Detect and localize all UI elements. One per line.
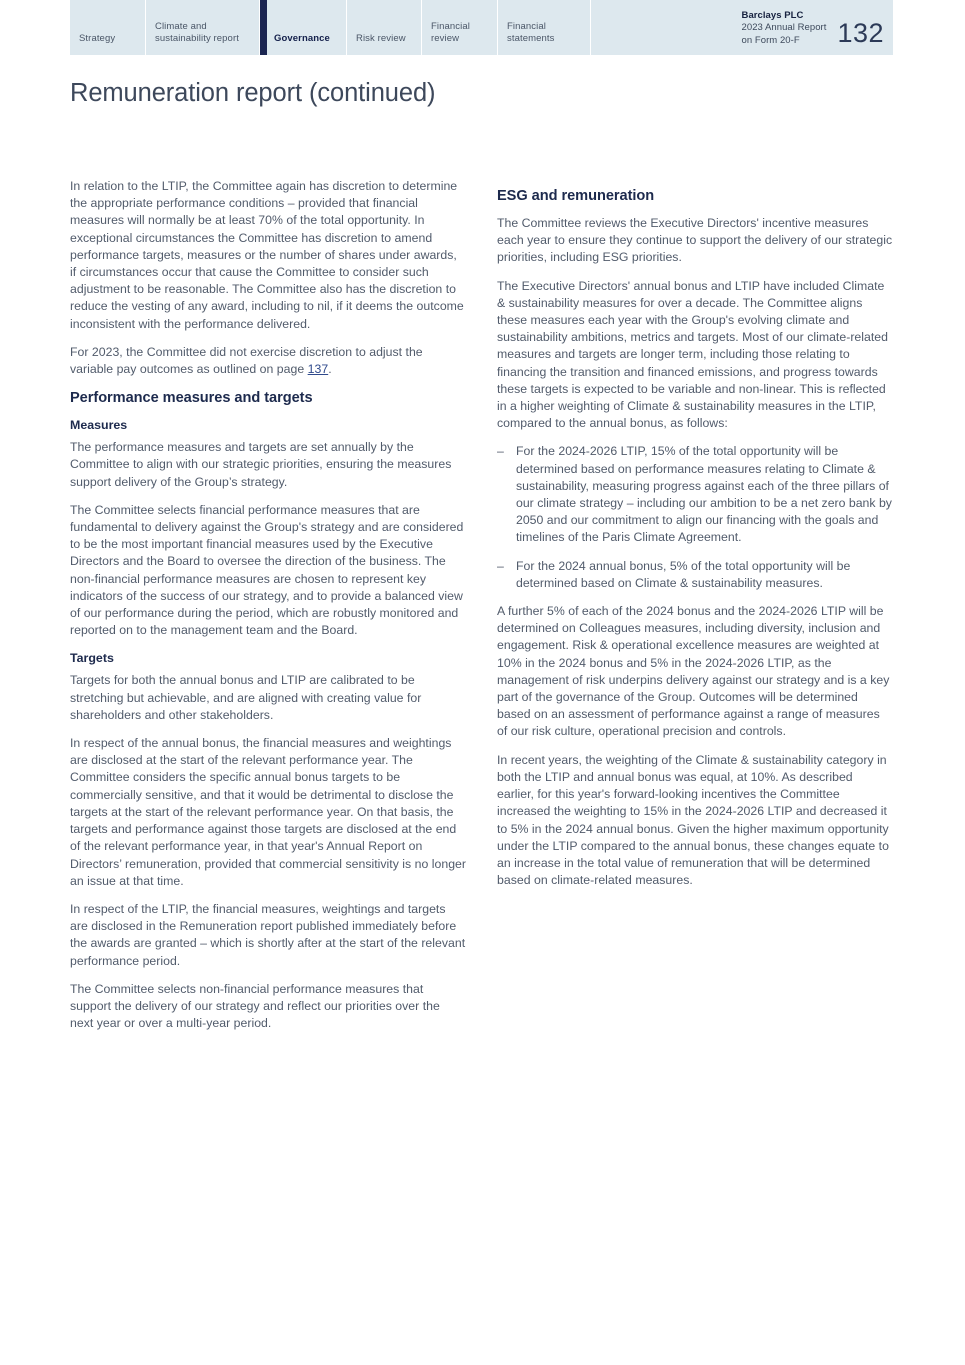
paragraph-targets-calibrated: Targets for both the annual bonus and LTIP are calibrated to be stretching but achievable, and are aligned with creating value for shareholders and other stakeholders. [70, 673, 422, 722]
paragraph-2023-discretion [70, 344, 466, 378]
paragraph-annual-bonus-disclosure: In respect of the annual bonus, the financial measures and weightings are disclosed at the start of the relevant performance year. The Committee considers the specific annual bonus targets to be commercially sensitive, and that it would be detrimental to disclose the targets at the start of the relevant performance year. On that basis, the targets and performance against those targets are disclosed at the end of the relevant performance year, in that year's Annual Report on Directors’ remuneration, provided that commercial sensitivity is no longer an issue at that time. [70, 736, 466, 888]
dash-bullet-icon: – [497, 558, 504, 573]
nav-tab-label: Financial statements [507, 20, 555, 44]
esg-weighting-bullet-list [497, 443, 893, 592]
paragraph-text-after-link: . [328, 362, 332, 377]
nav-tab-label: Risk review [356, 32, 406, 44]
section-heading-performance-measures-and-targets: Performance measures and targets [70, 390, 313, 407]
nav-tab-climate-and-sustainability-report[interactable] [146, 0, 260, 55]
paragraph-financial-performance-measures: The Committee selects financial performance measures that are fundamental to delivery against the Group's strategy and are considered to be the most important financial measures used by the Executive Directors and the Board to oversee the direction of the business. The non-financial performance measures are chosen to represent key indicators of the success of our strategy, and to provide a balanced view of our performance during the period, which are robustly monitored and reported on to the management team and the Board. [70, 502, 464, 638]
paragraph-recent-years-weighting: In recent years, the weighting of the Climate & sustainability category in both the LTIP and annual bonus was equal, at 10%. As described earlier, for this year's forward-looking incentives the Committee increased the weighting to 15% in the 2024-2026 LTIP and decreased it to 5% in the 2024 annual bonus. Given the higher maximum opportunity under the LTIP compared to the annual bonus, these changes equate to an increase in the total value of remuneration that will be determined based on climate-related measures. [497, 752, 889, 888]
page-reference-link-137[interactable]: 137 [307, 362, 329, 377]
paragraph-committee-reviews-incentives: The Committee reviews the Executive Directors' incentive measures each year to ensure they continue to support the delivery of our strategic priorities, including ESG priorities. [497, 216, 893, 265]
nav-tab-label: Governance [274, 32, 330, 44]
left-column [70, 178, 466, 1043]
dash-bullet-icon: – [497, 444, 504, 459]
paragraph-measures-set-annually: The performance measures and targets are set annually by the Committee to align with our strategic priorities, ensuring the measures support delivery of the Group’s strategy. [70, 440, 452, 489]
nav-tab-label: Strategy [79, 32, 116, 44]
paragraph-colleagues-and-risk-measures: A further 5% of each of the 2024 bonus and the 2024-2026 LTIP will be determined on Colleagues measures, including diversity, inclusion and engagement. Risk & operational excellence measures are weighted at 10% in the 2024 bonus and 5% in the 2024-2026 LTIP, as the management of risk underpins delivery against our strategy and is a key part of the governance of the Group. Outcomes will be determined based on an assessment of performance against a range of measures of our risk culture, operational precision and controls. [497, 604, 890, 739]
page-number: 132 [837, 18, 884, 48]
page-header-band [70, 0, 893, 55]
nav-tab-label: Financial review [431, 20, 470, 44]
body-columns [70, 178, 893, 1043]
list-item-text: For the 2024-2026 LTIP, 15% of the total opportunity will be determined based on performance measures relating to Climate & sustainability, measuring progress against each of the three pillars of our climate strategy – including our ambition to be a net zero bank by 2050 and our commitment to align our financing with the goals and timelines of the Paris Climate Agreement. [516, 444, 892, 545]
report-title-line-1: 2023 Annual Report [741, 22, 827, 34]
nav-tab-risk-review[interactable] [347, 0, 422, 55]
subheading-targets: Targets [70, 651, 114, 666]
nav-tab-financial-review[interactable] [422, 0, 498, 55]
subheading-measures: Measures [70, 418, 128, 433]
report-title-line-2: on Form 20-F [741, 34, 800, 46]
page-title: Remuneration report (continued) [70, 79, 436, 108]
paragraph-non-financial-measures: The Committee selects non-financial performance measures that support the delivery of our strategy and reflect our priorities over the next year or over a multi-year period. [70, 981, 440, 1031]
nav-tab-governance[interactable] [260, 0, 347, 55]
report-meta [742, 10, 827, 47]
list-item-text: For the 2024 annual bonus, 5% of the total opportunity will be determined based on Climate & sustainability measures. [516, 558, 851, 590]
list-item [497, 443, 893, 546]
nav-tab-label: Climate and sustainability report [155, 20, 239, 44]
nav-tab-strategy[interactable] [70, 0, 146, 55]
paragraph-ltip-discretion: In relation to the LTIP, the Committee again has discretion to determine the appropriate performance conditions – provided that financial measures will normally be at least 70% of the total opportunity. In exceptional circumstances the Committee has discretion to amend performance targets, measures or the number of shares under awards, if circumstances occur that cause the Committee to consider such adjustment to be reasonable. The Committee also has the discretion to reduce the vesting of any award, including to nil, if it deems the outcome inconsistent with the performance delivered. [70, 179, 464, 331]
brand-name: Barclays PLC [741, 9, 804, 21]
section-heading-esg-and-remuneration: ESG and remuneration [497, 188, 655, 204]
paragraph-climate-sustainability-measures: The Executive Directors' annual bonus and LTIP have included Climate & sustainability measures for over a decade. The Committee aligns these measures each year with the Group's evolving climate and sustainability ambitions, metrics and targets. Most of our climate-related measures and targets are longer term, including those relating to financing the transition and financed emissions, and progress towards these targets is expected to be variable and non-linear. This is reflected in a higher weighting of Climate & sustainability measures in the LTIP, compared to the annual bonus, as follows: [497, 278, 888, 431]
paragraph-text-before-link: For 2023, the Committee did not exercise discretion to adjust the variable pay outcomes as outlined on page [70, 344, 423, 377]
header-report-identity [591, 0, 893, 55]
list-item [497, 558, 893, 592]
right-column [497, 178, 893, 1043]
nav-tab-financial-statements[interactable] [498, 0, 591, 55]
paragraph-ltip-disclosure: In respect of the LTIP, the financial measures, weightings and targets are disclosed in the Remuneration report published immediately before the awards are granted – which is shortly after at the start of the relevant performance period. [70, 901, 466, 968]
active-tab-accent-bar [260, 0, 267, 55]
